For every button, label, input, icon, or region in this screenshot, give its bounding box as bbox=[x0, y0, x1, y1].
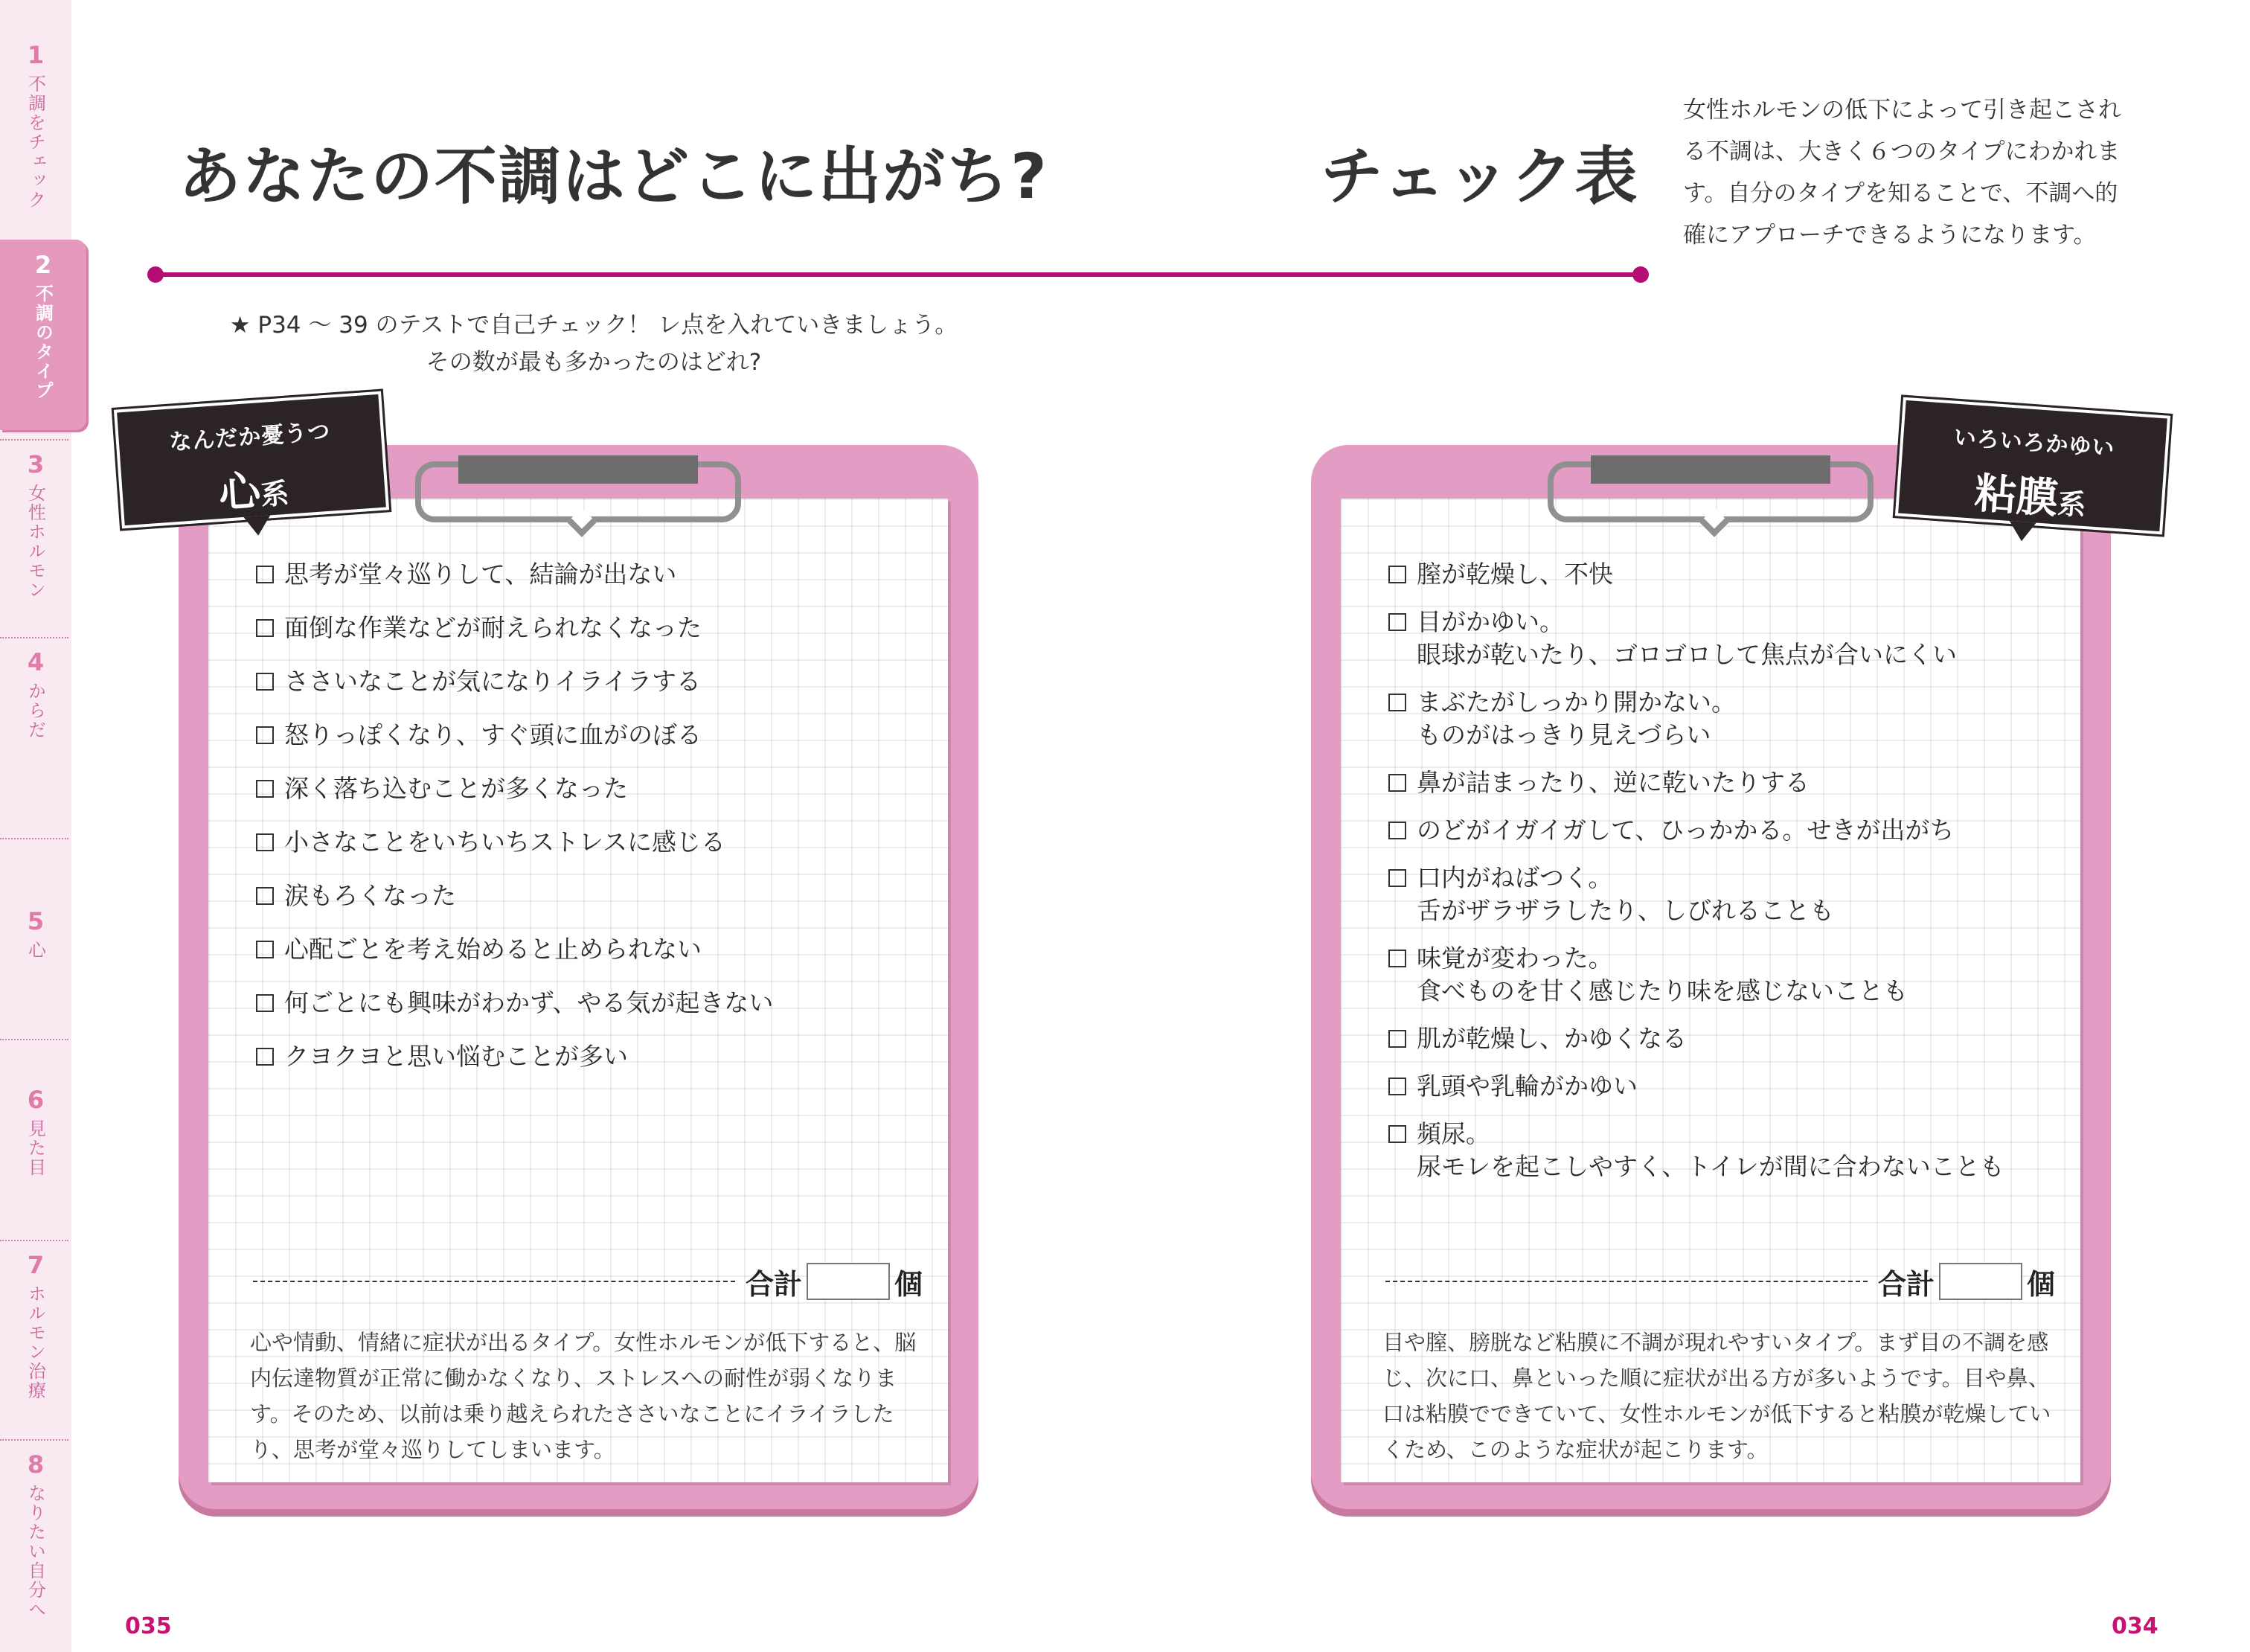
item-text: 口内がねばつく。 舌がザラザラしたり、しびれることも bbox=[1417, 863, 1834, 925]
checkbox[interactable] bbox=[1388, 566, 1406, 583]
dashed-leader bbox=[253, 1281, 735, 1282]
list-item[interactable] bbox=[1388, 942, 2058, 1008]
instruction-text bbox=[199, 307, 988, 381]
item-text: 深く落ち込むことが多くなった bbox=[284, 774, 628, 803]
item-text: ささいなことが気になりイライラする bbox=[284, 667, 702, 696]
list-item[interactable] bbox=[1388, 1118, 2058, 1183]
item-text: 怒りっぽくなり、すぐ頭に血がのぼる bbox=[284, 720, 702, 749]
checkbox[interactable] bbox=[256, 726, 274, 744]
checkbox[interactable] bbox=[256, 673, 274, 691]
item-text: 心配ごとを考え始めると止められない bbox=[284, 935, 702, 964]
checkbox[interactable] bbox=[256, 780, 274, 798]
checkbox[interactable] bbox=[1388, 694, 1406, 711]
item-text: 味覚が変わった。 食べものを甘く感じたり味を感じないことも bbox=[1417, 944, 1908, 1005]
category-suffix: 系 bbox=[2057, 487, 2088, 522]
total-count-box[interactable] bbox=[1939, 1263, 2022, 1300]
type-description: 目や膣、膀胱など粘膜に不調が現れやすいタイプ。まず目の不調を感じ、次に口、鼻といった順に症状が出る方が多いようです。目や鼻、口は粘膜でできていて、女性ホルモンが低下すると粘膜が乾燥していくため、このような症状が起こります。 bbox=[1382, 1330, 2051, 1462]
chapter-label: 心 bbox=[25, 941, 46, 960]
checklist bbox=[1388, 558, 2058, 1198]
checkbox[interactable] bbox=[256, 887, 274, 905]
checklist-paper bbox=[1341, 499, 2080, 1482]
chapter-tab-2-active[interactable] bbox=[0, 240, 86, 430]
checklist bbox=[256, 558, 926, 1094]
item-text: クヨクヨと思い悩むことが多い bbox=[284, 1042, 628, 1071]
checkbox[interactable] bbox=[1388, 1030, 1406, 1048]
chapter-number: 6 bbox=[27, 1086, 45, 1114]
list-item[interactable] bbox=[1388, 606, 2058, 671]
checkbox[interactable] bbox=[1388, 950, 1406, 967]
checkbox[interactable] bbox=[1388, 1078, 1406, 1095]
list-item[interactable] bbox=[1388, 1070, 2058, 1103]
chapter-label: ホルモン治療 bbox=[25, 1284, 46, 1400]
type-description: 心や情動、情緒に症状が出るタイプ。女性ホルモンが低下すると、脳内伝達物質が正常に働かなくなり、ストレスへの耐性が弱くなります。そのため、以前は乗り越えられたささいなことにイライラしたり、思考が堂々巡りしてしまいます。 bbox=[250, 1330, 917, 1462]
clipboard-kokoro bbox=[179, 445, 978, 1509]
checkbox[interactable] bbox=[256, 566, 274, 583]
list-item[interactable] bbox=[256, 933, 926, 966]
checkbox[interactable] bbox=[1388, 822, 1406, 839]
chapter-label: 女性ホルモン bbox=[25, 484, 46, 600]
item-text: 頻尿。 尿モレを起こしやすく、トイレが間に合わないことも bbox=[1417, 1119, 2004, 1181]
instruction-line: その数が最も多かったのはどれ? bbox=[426, 349, 762, 376]
chapter-number: 8 bbox=[27, 1450, 45, 1479]
chapter-number: 7 bbox=[27, 1251, 45, 1279]
list-item[interactable] bbox=[256, 880, 926, 912]
checkbox[interactable] bbox=[256, 619, 274, 637]
category-subtitle: なんだか憂うつ bbox=[168, 418, 332, 456]
list-item[interactable] bbox=[1388, 814, 2058, 847]
total-label: 合計 bbox=[1877, 1267, 1935, 1301]
page-number-right: 034 bbox=[2112, 1613, 2158, 1639]
chapter-number: 5 bbox=[27, 907, 45, 935]
list-item[interactable] bbox=[256, 772, 926, 805]
item-text: 目がかゆい。 眼球が乾いたり、ゴロゴロして焦点が合いにくい bbox=[1417, 607, 1957, 669]
chapter-tab-7[interactable] bbox=[0, 1240, 71, 1439]
chapter-number: 4 bbox=[27, 648, 45, 676]
list-item[interactable] bbox=[256, 719, 926, 752]
item-text: のどがイガイガして、ひっかかる。せきが出がち bbox=[1417, 816, 1955, 845]
total-count-box[interactable] bbox=[807, 1263, 890, 1300]
chapter-number: 1 bbox=[27, 41, 45, 69]
unit-label: 個 bbox=[2026, 1267, 2055, 1301]
item-text: 膣が乾燥し、不快 bbox=[1417, 560, 1613, 589]
chapter-tab-1[interactable] bbox=[0, 30, 71, 235]
chapter-tab-6[interactable] bbox=[0, 1039, 71, 1240]
chapter-label: 不調をチェック bbox=[25, 74, 46, 210]
dashed-leader bbox=[1385, 1281, 1868, 1282]
list-item[interactable] bbox=[256, 826, 926, 859]
chapter-label: なりたい自分へ bbox=[25, 1484, 46, 1619]
divider-dot bbox=[1632, 266, 1649, 283]
chapter-label: からだ bbox=[25, 682, 46, 740]
list-item[interactable] bbox=[256, 558, 926, 591]
clip-bar bbox=[1591, 455, 1830, 484]
item-text: 面倒な作業などが耐えられなくなった bbox=[284, 613, 702, 642]
chapter-index bbox=[0, 0, 71, 1652]
item-text: まぶたがしっかり開かない。 ものがはっきり見えづらい bbox=[1417, 688, 1736, 749]
checkbox[interactable] bbox=[256, 994, 274, 1012]
list-item[interactable] bbox=[1388, 862, 2058, 927]
checkbox[interactable] bbox=[1388, 869, 1406, 887]
category-label-kokoro bbox=[114, 391, 389, 529]
list-item[interactable] bbox=[1388, 1022, 2058, 1055]
intro-paragraph: 女性ホルモンの低下によって引き起こされる不調は、大きく６つのタイプにわかれます。自分のタイプを知ることで、不調へ的確にアプローチできるようになります。 bbox=[1683, 97, 2121, 249]
chapter-tab-3[interactable] bbox=[0, 439, 71, 637]
instruction-line: ★ P34 〜 39 のテストで自己チェック！ レ点を入れていきましょう。 bbox=[229, 312, 958, 339]
checklist-paper bbox=[208, 499, 948, 1482]
clip-bar bbox=[458, 455, 698, 484]
item-text: 小さなことをいちいちストレスに感じる bbox=[284, 827, 726, 857]
chapter-number: 3 bbox=[27, 450, 45, 478]
item-text: 思考が堂々巡りして、結論が出ない bbox=[284, 560, 677, 589]
list-item[interactable] bbox=[1388, 766, 2058, 799]
checkbox[interactable] bbox=[1388, 613, 1406, 631]
item-text: 肌が乾燥し、かゆくなる bbox=[1417, 1024, 1687, 1053]
clipboard-nenmaku bbox=[1311, 445, 2111, 1509]
category-label-nenmaku bbox=[1895, 397, 2170, 535]
label-pointer bbox=[243, 515, 272, 536]
checkbox[interactable] bbox=[256, 941, 274, 958]
list-item[interactable] bbox=[256, 665, 926, 698]
chapter-tab-8[interactable] bbox=[0, 1439, 71, 1652]
checkbox[interactable] bbox=[256, 1048, 274, 1066]
category-subtitle: いろいろかゆい bbox=[1952, 424, 2116, 462]
clipboard-clip-icon bbox=[1548, 461, 1874, 522]
item-text: 乳頭や乳輪がかゆい bbox=[1417, 1072, 1638, 1101]
total-label: 合計 bbox=[745, 1267, 802, 1301]
checkbox[interactable] bbox=[1388, 1125, 1406, 1143]
divider-dot bbox=[147, 266, 164, 283]
list-item[interactable] bbox=[1388, 558, 2058, 591]
chapter-label: 見た目 bbox=[25, 1119, 46, 1177]
category-name: 粘膜 bbox=[1972, 469, 2060, 524]
chapter-tab-5[interactable] bbox=[0, 838, 71, 1039]
category-suffix: 系 bbox=[259, 476, 290, 512]
list-item[interactable] bbox=[256, 987, 926, 1019]
page-title-right: チェック表 bbox=[1321, 140, 1639, 213]
checkbox[interactable] bbox=[1388, 774, 1406, 792]
list-item[interactable] bbox=[256, 612, 926, 644]
chapter-tab-4[interactable] bbox=[0, 637, 71, 838]
total-row bbox=[1385, 1259, 2055, 1304]
chapter-label: 不調のタイプ bbox=[32, 284, 54, 400]
checkbox[interactable] bbox=[256, 833, 274, 851]
item-text: 何ごとにも興味がわかず、やる気が起きない bbox=[284, 988, 774, 1017]
item-text: 鼻が詰まったり、逆に乾いたりする bbox=[1417, 768, 1810, 797]
list-item[interactable] bbox=[256, 1040, 926, 1073]
chapter-number: 2 bbox=[34, 251, 52, 279]
label-pointer bbox=[2008, 521, 2036, 542]
unit-label: 個 bbox=[894, 1267, 923, 1301]
page-number-left: 035 bbox=[125, 1613, 172, 1639]
clipboard-clip-icon bbox=[415, 461, 741, 522]
page-title-left: あなたの不調はどこに出がち? bbox=[179, 140, 1048, 213]
item-text: 涙もろくなった bbox=[284, 881, 456, 910]
category-name: 心 bbox=[217, 467, 263, 519]
list-item[interactable] bbox=[1388, 686, 2058, 752]
total-row bbox=[253, 1259, 923, 1304]
title-divider bbox=[153, 272, 1643, 277]
